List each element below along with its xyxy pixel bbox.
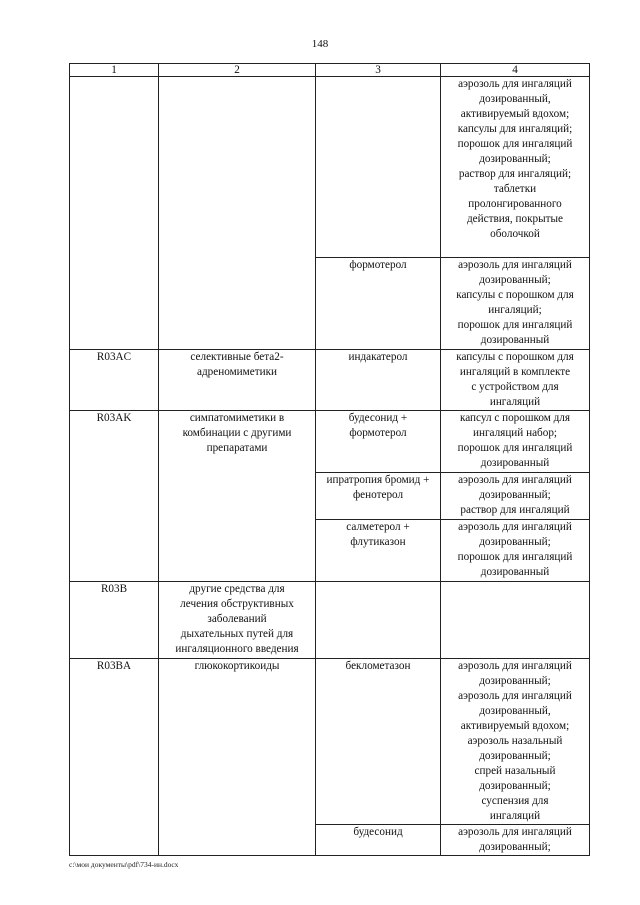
- forms-cell: аэрозоль для ингаляций дозированный; порошок для ингаляций дозированный: [441, 520, 590, 582]
- drug-cell: салметерол + флутиказон: [316, 520, 441, 582]
- table-row: [70, 350, 590, 411]
- forms-cell: аэрозоль для ингаляций дозированный; капсулы с порошком для ингаляций; порошок для ингаляций дозированный: [441, 258, 590, 350]
- footer-file-path: c:\мои документы\pdf\734-ин.docx: [69, 860, 179, 869]
- table-row: [70, 582, 590, 659]
- forms-cell: аэрозоль для ингаляций дозированный, активируемый вдохом; капсулы для ингаляций; порошок для ингаляций дозированный; раствор для ингаляций; таблетки пролонгированного действия, покрытые оболочкой: [441, 77, 590, 258]
- group-cell: [159, 77, 316, 350]
- column-header-3: 3: [316, 64, 441, 77]
- forms-cell: [441, 582, 590, 659]
- forms-cell: аэрозоль для ингаляций дозированный; раствор для ингаляций: [441, 473, 590, 520]
- table-row: [70, 77, 590, 258]
- forms-cell: капсулы с порошком для ингаляций в комплекте с устройством для ингаляций: [441, 350, 590, 411]
- forms-cell: аэрозоль для ингаляций дозированный;: [441, 825, 590, 856]
- drug-table: [69, 63, 590, 856]
- drug-cell: беклометазон: [316, 659, 441, 825]
- drug-cell: ипратропия бромид + фенотерол: [316, 473, 441, 520]
- group-cell: другие средства для лечения обструктивных заболеваний дыхательных путей для ингаляционного введения: [159, 582, 316, 659]
- table-row: [70, 411, 590, 473]
- column-header-4: 4: [441, 64, 590, 77]
- code-cell: R03AC: [70, 350, 159, 411]
- page-number: 148: [311, 38, 329, 50]
- drug-cell: индакатерол: [316, 350, 441, 411]
- drug-cell: будесонид: [316, 825, 441, 856]
- group-cell: глюкокортикоиды: [159, 659, 316, 856]
- forms-cell: капсул с порошком для ингаляций набор; порошок для ингаляций дозированный: [441, 411, 590, 473]
- column-header-2: 2: [159, 64, 316, 77]
- code-cell: R03B: [70, 582, 159, 659]
- forms-cell: аэрозоль для ингаляций дозированный; аэрозоль для ингаляций дозированный, активируемый вдохом; аэрозоль назальный дозированный; спрей назальный дозированный; суспензия для ингаляций: [441, 659, 590, 825]
- group-cell: селективные бета2- адреномиметики: [159, 350, 316, 411]
- drug-cell: [316, 77, 441, 258]
- code-cell: [70, 77, 159, 350]
- drug-cell: формотерол: [316, 258, 441, 350]
- drug-cell: [316, 582, 441, 659]
- column-header-1: 1: [70, 64, 159, 77]
- group-cell: симпатомиметики в комбинации с другими препаратами: [159, 411, 316, 582]
- drug-cell: будесонид + формотерол: [316, 411, 441, 473]
- code-cell: R03AK: [70, 411, 159, 582]
- table-row: [70, 659, 590, 825]
- table-header-row: [70, 64, 590, 77]
- code-cell: R03BA: [70, 659, 159, 856]
